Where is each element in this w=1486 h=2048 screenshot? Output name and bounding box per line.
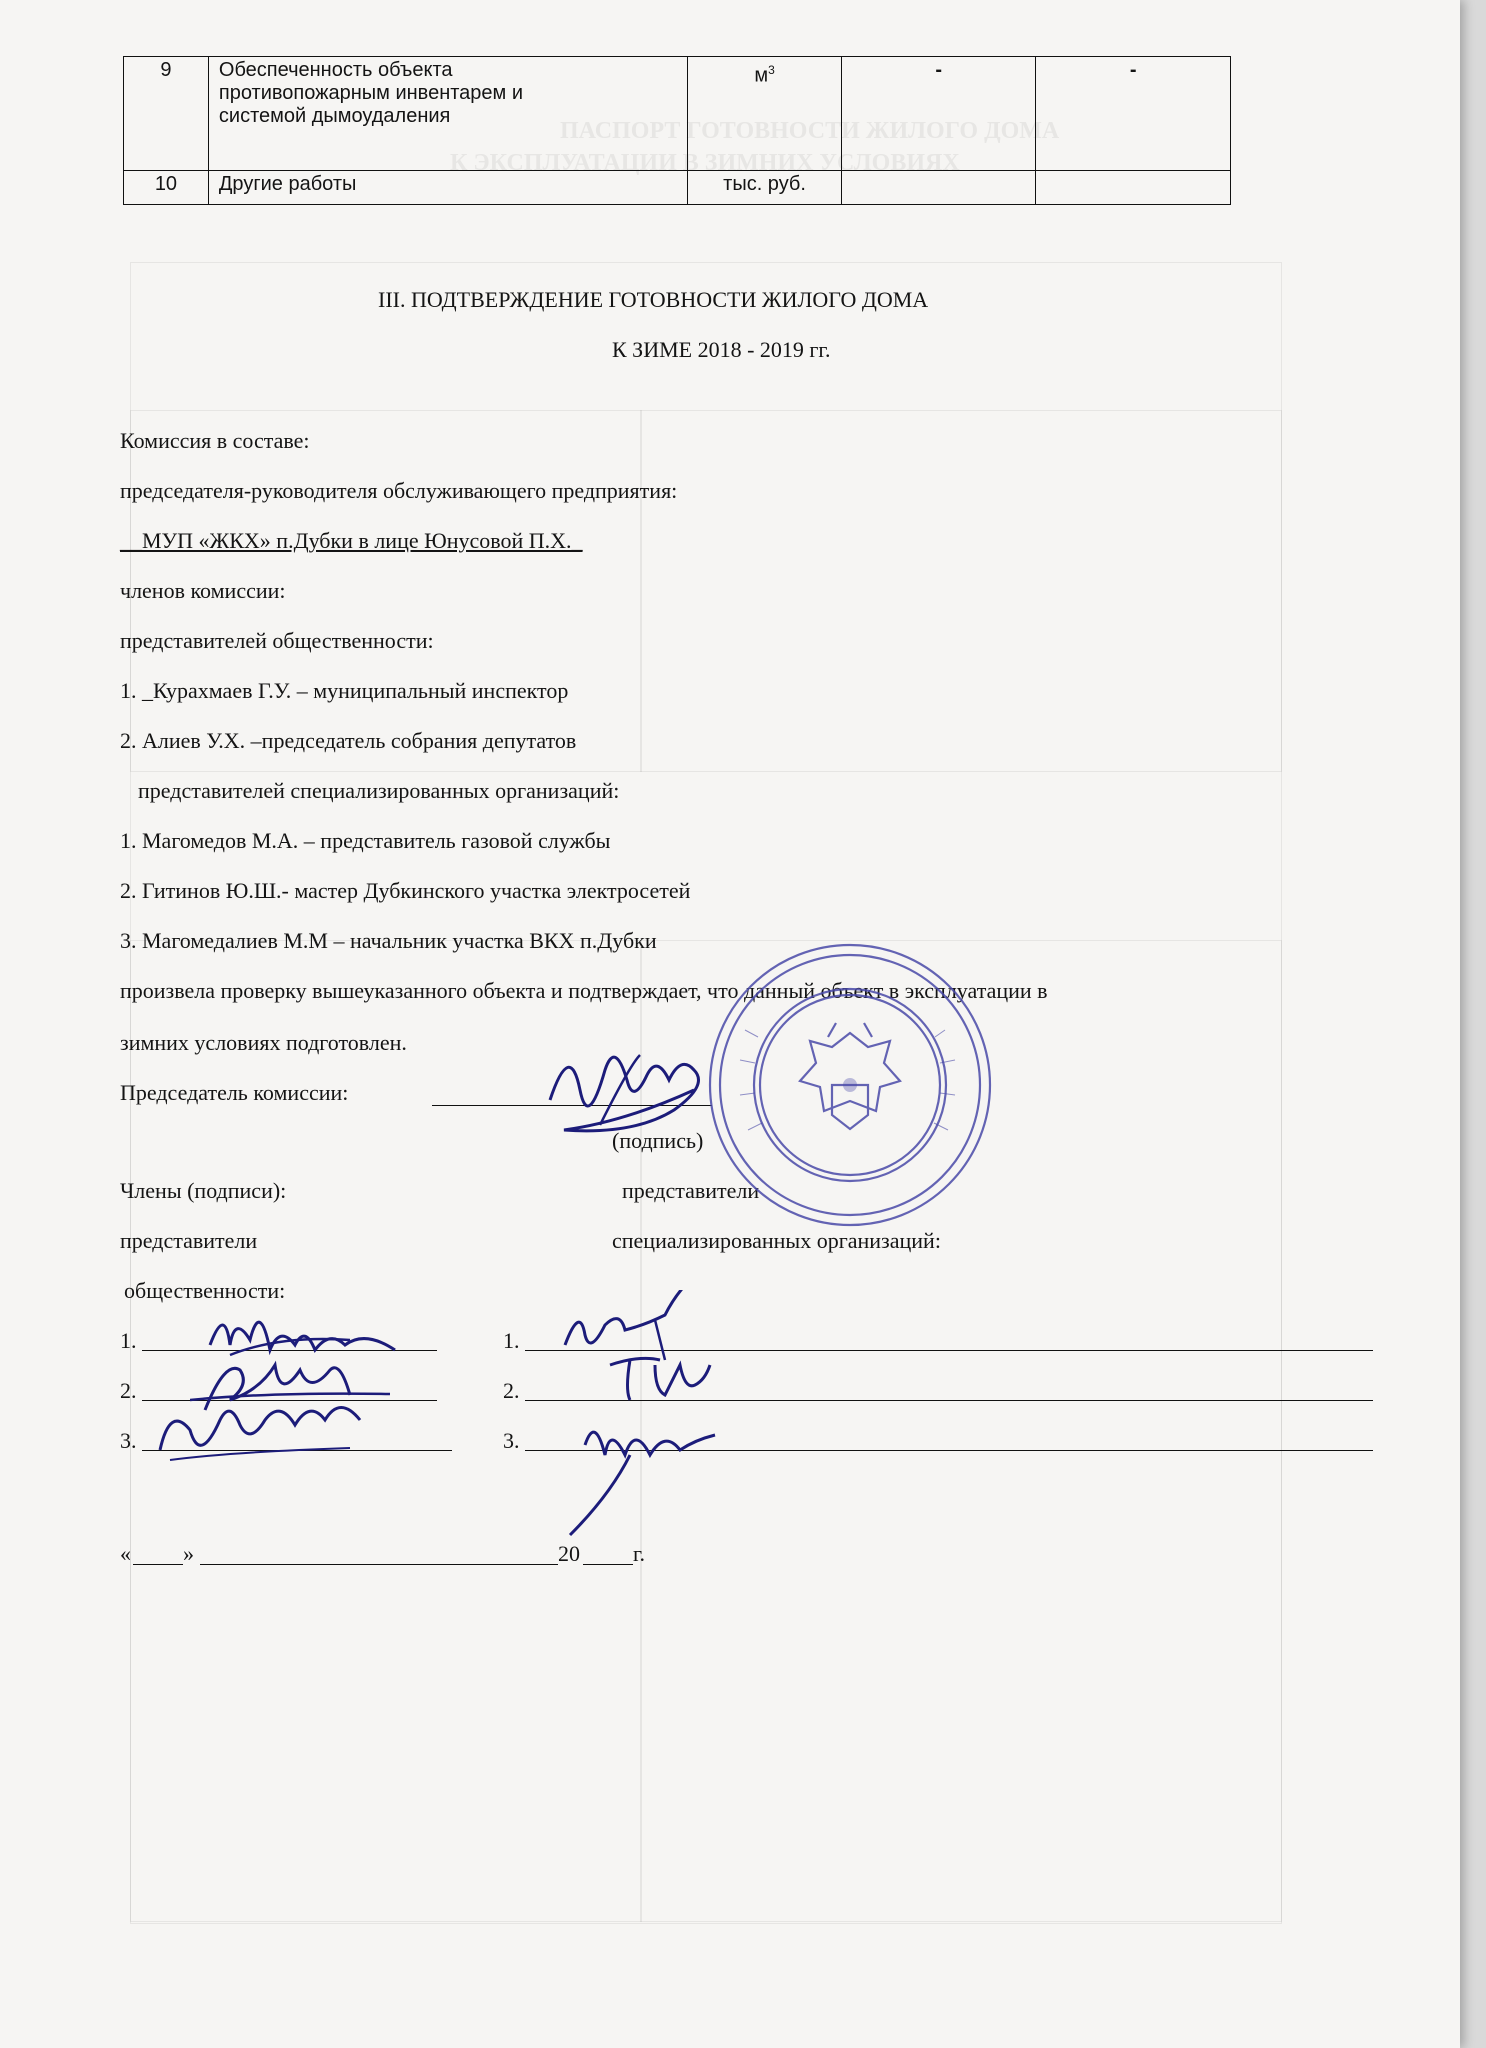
specialized-rep-2: 2. Гитинов Ю.Ш.- мастер Дубкинского участка электросетей: [120, 878, 691, 903]
row-name: Другие работы: [208, 171, 687, 205]
bleed-through-table: [130, 410, 1282, 772]
date-open-quote: «: [120, 1541, 131, 1566]
unit-text: м: [754, 64, 769, 87]
right-column-heading-2: специализированных организаций:: [612, 1228, 941, 1253]
official-stamp: [700, 935, 1000, 1235]
row-name-line: противопожарным инвентарем и: [218, 82, 524, 104]
right-sig-number: 1.: [503, 1328, 520, 1353]
row-number: 10: [124, 171, 209, 205]
row-name: [208, 57, 687, 171]
commission-label: Комиссия в составе:: [120, 428, 310, 453]
date-close-quote: »: [183, 1541, 194, 1566]
members-signatures-label: Члены (подписи):: [120, 1178, 287, 1203]
right-column-heading-1: представители: [622, 1178, 760, 1203]
date-month-line: [200, 1564, 558, 1565]
row-number: 9: [124, 57, 209, 171]
signature-caption: (подпись): [612, 1128, 704, 1153]
section-subtitle: К ЗИМЕ 2018 - 2019 гг.: [612, 337, 831, 362]
row-unit: [688, 57, 842, 171]
left-sig-number: 3.: [120, 1428, 137, 1453]
date-year-suffix: г.: [633, 1541, 646, 1566]
left-column-heading-1: представители: [120, 1228, 258, 1253]
bleed-through-text: К ЭКСПЛУАТАЦИИ В ЗИМНИХ УСЛОВИЯХ: [450, 150, 960, 176]
public-reps-label: представителей общественности:: [120, 628, 434, 653]
specialized-rep-1: 1. Магомедов М.А. – представитель газовой службы: [120, 828, 611, 853]
left-column-heading-2: общественности:: [124, 1278, 286, 1303]
specialist-signature-3: [555, 1405, 725, 1545]
conclusion-line-1: произвела проверку вышеуказанного объекта и подтверждает, что данный объект в эксплуатации в: [120, 978, 1048, 1003]
left-sig-number: 2.: [120, 1378, 137, 1403]
table-row: [124, 57, 1231, 171]
public-rep-1: 1. _Курахмаев Г.У. – муниципальный инспектор: [120, 678, 569, 703]
date-day-line: [133, 1564, 183, 1565]
chairman-role: председателя-руководителя обслуживающего предприятия:: [120, 478, 678, 503]
right-sig-number: 3.: [503, 1428, 520, 1453]
members-label: членов комиссии:: [120, 578, 286, 603]
date-century: 20: [558, 1541, 580, 1566]
row-value-1: [841, 171, 1036, 205]
public-rep-2: 2. Алиев У.Х. –председатель собрания депутатов: [120, 728, 577, 753]
works-table: [123, 56, 1231, 205]
section-title: III. ПОДТВЕРЖДЕНИЕ ГОТОВНОСТИ ЖИЛОГО ДОМА: [378, 287, 929, 312]
chairman-name: __МУП «ЖКХ» п.Дубки в лице Юнусовой П.Х._: [120, 528, 583, 553]
row-name-line: системой дымоудаления: [218, 105, 451, 127]
left-sig-number: 1.: [120, 1328, 137, 1353]
bleed-through-text: ПАСПОРТ ГОТОВНОСТИ ЖИЛОГО ДОМА: [560, 118, 1060, 144]
row-value-1: -: [841, 57, 1036, 171]
right-sig-number: 2.: [503, 1378, 520, 1403]
chairman-signature: [540, 1030, 730, 1140]
unit-superscript: 3: [768, 63, 775, 77]
conclusion-line-2: зимних условиях подготовлен.: [120, 1030, 407, 1055]
chairman-signature-label: Председатель комиссии:: [120, 1080, 349, 1105]
specialized-reps-label: представителей специализированных организаций:: [138, 778, 620, 803]
table-row: [124, 171, 1231, 205]
row-name-line: Обеспеченность объекта: [218, 59, 453, 81]
specialized-rep-3: 3. Магомедалиев М.М – начальник участка ВКХ п.Дубки: [120, 928, 657, 953]
row-value-2: -: [1036, 57, 1231, 171]
bleed-through-table: [640, 410, 642, 772]
date-year-line: [583, 1564, 633, 1565]
member-signature-3: [150, 1400, 390, 1480]
row-value-2: [1036, 171, 1231, 205]
row-unit: тыс. руб.: [688, 171, 842, 205]
